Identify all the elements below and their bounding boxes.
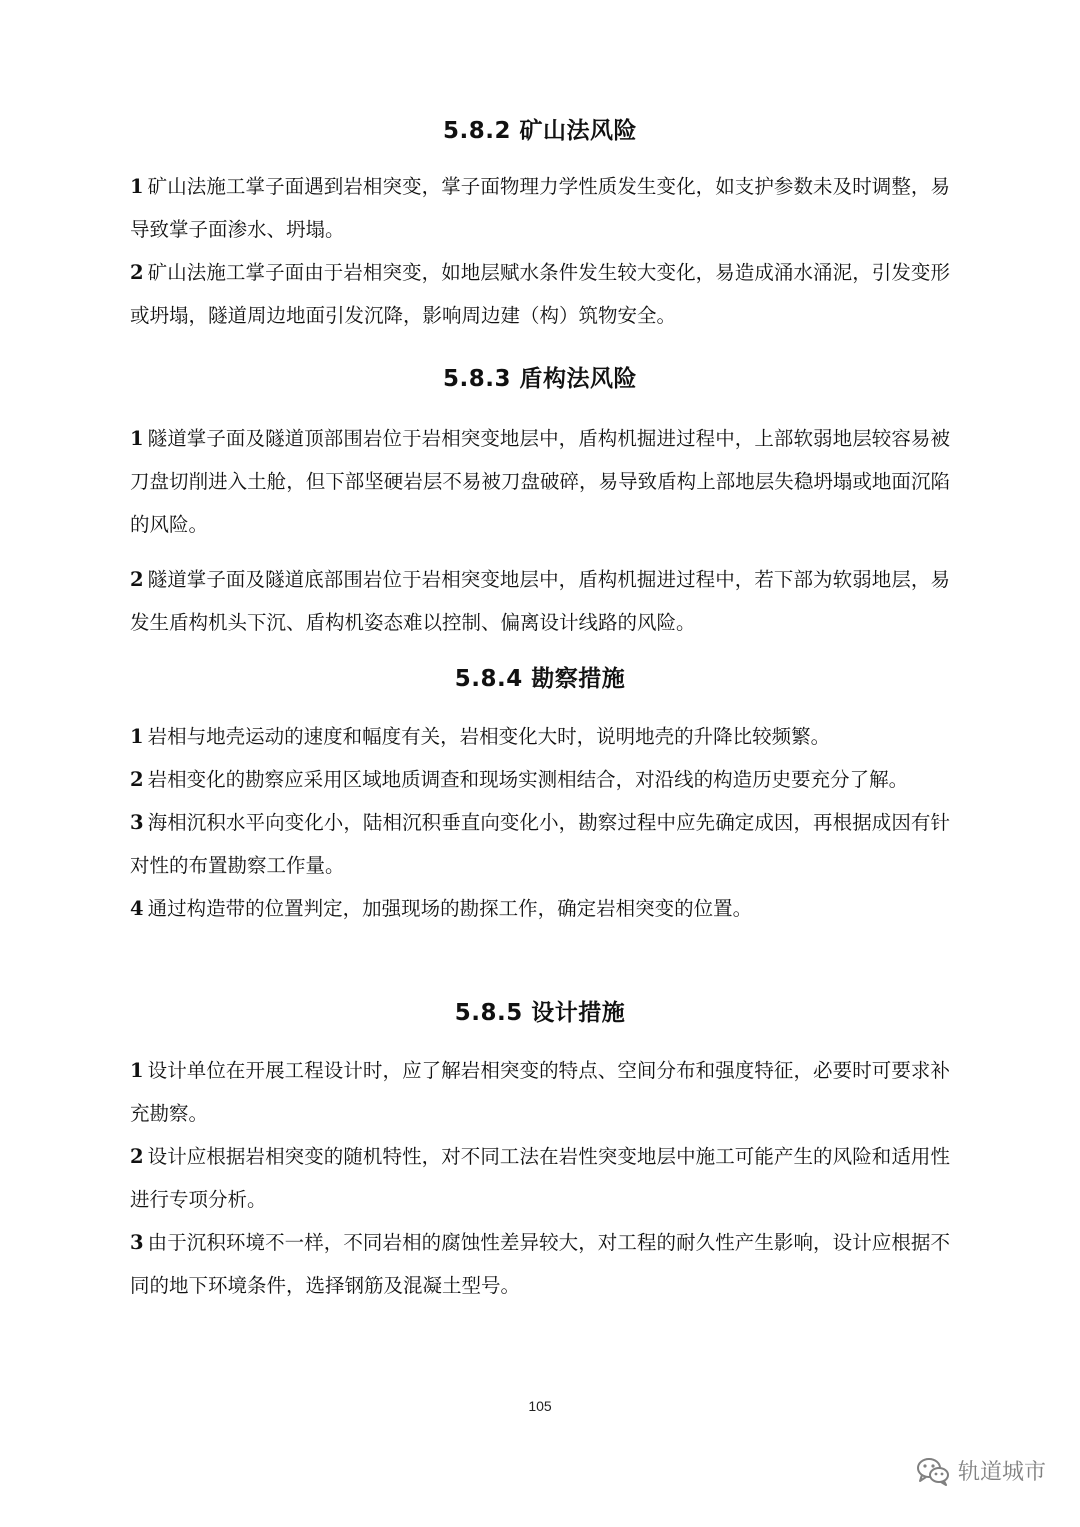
paragraph	[130, 558, 950, 644]
paragraph-text: 隧道掌子面及隧道顶部围岩位于岩相突变地层中，盾构机掘进过程中，上部软弱地层较容易被刀盘切削进入土舱，但下部坚硬岩层不易被刀盘破碎，易导致盾构上部地层失稳坍塌或地面沉陷的风险。	[130, 427, 950, 536]
section-5-8-3	[130, 360, 950, 644]
watermark-text: 轨道城市	[957, 1460, 1046, 1485]
section-5-8-4	[130, 660, 950, 930]
paragraph-text: 设计应根据岩相突变的随机特性，对不同工法在岩性突变地层中施工可能产生的风险和适用性进行专项分析。	[130, 1145, 950, 1211]
paragraph	[130, 251, 950, 337]
paragraph-number: 1	[130, 175, 144, 198]
paragraph-text: 隧道掌子面及隧道底部围岩位于岩相突变地层中，盾构机掘进过程中，若下部为软弱地层，易发生盾构机头下沉、盾构机姿态难以控制、偏离设计线路的风险。	[130, 568, 950, 634]
paragraph	[130, 715, 950, 758]
paragraph	[130, 758, 950, 801]
section-5-8-2	[130, 112, 950, 337]
wechat-icon	[916, 1456, 950, 1486]
paragraph	[130, 887, 950, 930]
section-heading: 5.8.2 矿山法风险	[443, 118, 637, 144]
page-number: 105	[528, 1398, 552, 1414]
section-heading: 5.8.4 勘察措施	[454, 666, 626, 692]
section-heading: 5.8.5 设计措施	[454, 1000, 626, 1026]
paragraph-text: 海相沉积水平向变化小，陆相沉积垂直向变化小，勘察过程中应先确定成因，再根据成因有针对性的布置勘察工作量。	[130, 811, 950, 877]
paragraph	[130, 1049, 950, 1135]
paragraph-text: 设计单位在开展工程设计时，应了解岩相突变的特点、空间分布和强度特征，必要时可要求补充勘察。	[130, 1059, 950, 1125]
paragraph-text: 由于沉积环境不一样，不同岩相的腐蚀性差异较大，对工程的耐久性产生影响，设计应根据不同的地下环境条件，选择钢筋及混凝土型号。	[130, 1231, 950, 1297]
paragraph-text: 通过构造带的位置判定，加强现场的勘探工作，确定岩相突变的位置。	[147, 897, 753, 920]
paragraph-number: 1	[130, 1059, 144, 1082]
paragraph-text: 矿山法施工掌子面由于岩相突变，如地层赋水条件发生较大变化，易造成涌水涌泥，引发变形或坍塌，隧道周边地面引发沉降，影响周边建（构）筑物安全。	[130, 261, 950, 327]
paragraph	[130, 1221, 950, 1307]
section-5-8-5	[130, 994, 950, 1307]
paragraph	[130, 801, 950, 887]
paragraph-number: 2	[130, 261, 144, 284]
paragraph-number: 2	[130, 768, 144, 791]
watermark	[916, 1455, 1046, 1486]
paragraph-number: 2	[130, 568, 144, 591]
paragraph-number: 3	[130, 1231, 144, 1254]
paragraph	[130, 1135, 950, 1221]
paragraph-text: 岩相变化的勘察应采用区域地质调查和现场实测相结合，对沿线的构造历史要充分了解。	[147, 768, 909, 791]
paragraph	[130, 417, 950, 546]
paragraph-number: 2	[130, 1145, 144, 1168]
paragraph	[130, 165, 950, 251]
paragraph-number: 3	[130, 811, 144, 834]
paragraph-number: 1	[130, 725, 144, 748]
paragraph-text: 矿山法施工掌子面遇到岩相突变，掌子面物理力学性质发生变化，如支护参数未及时调整，易导致掌子面渗水、坍塌。	[130, 175, 950, 241]
section-heading: 5.8.3 盾构法风险	[443, 366, 637, 392]
paragraph-number: 1	[130, 427, 144, 450]
paragraph-number: 4	[130, 897, 144, 920]
paragraph-text: 岩相与地壳运动的速度和幅度有关，岩相变化大时，说明地壳的升降比较频繁。	[147, 725, 831, 748]
